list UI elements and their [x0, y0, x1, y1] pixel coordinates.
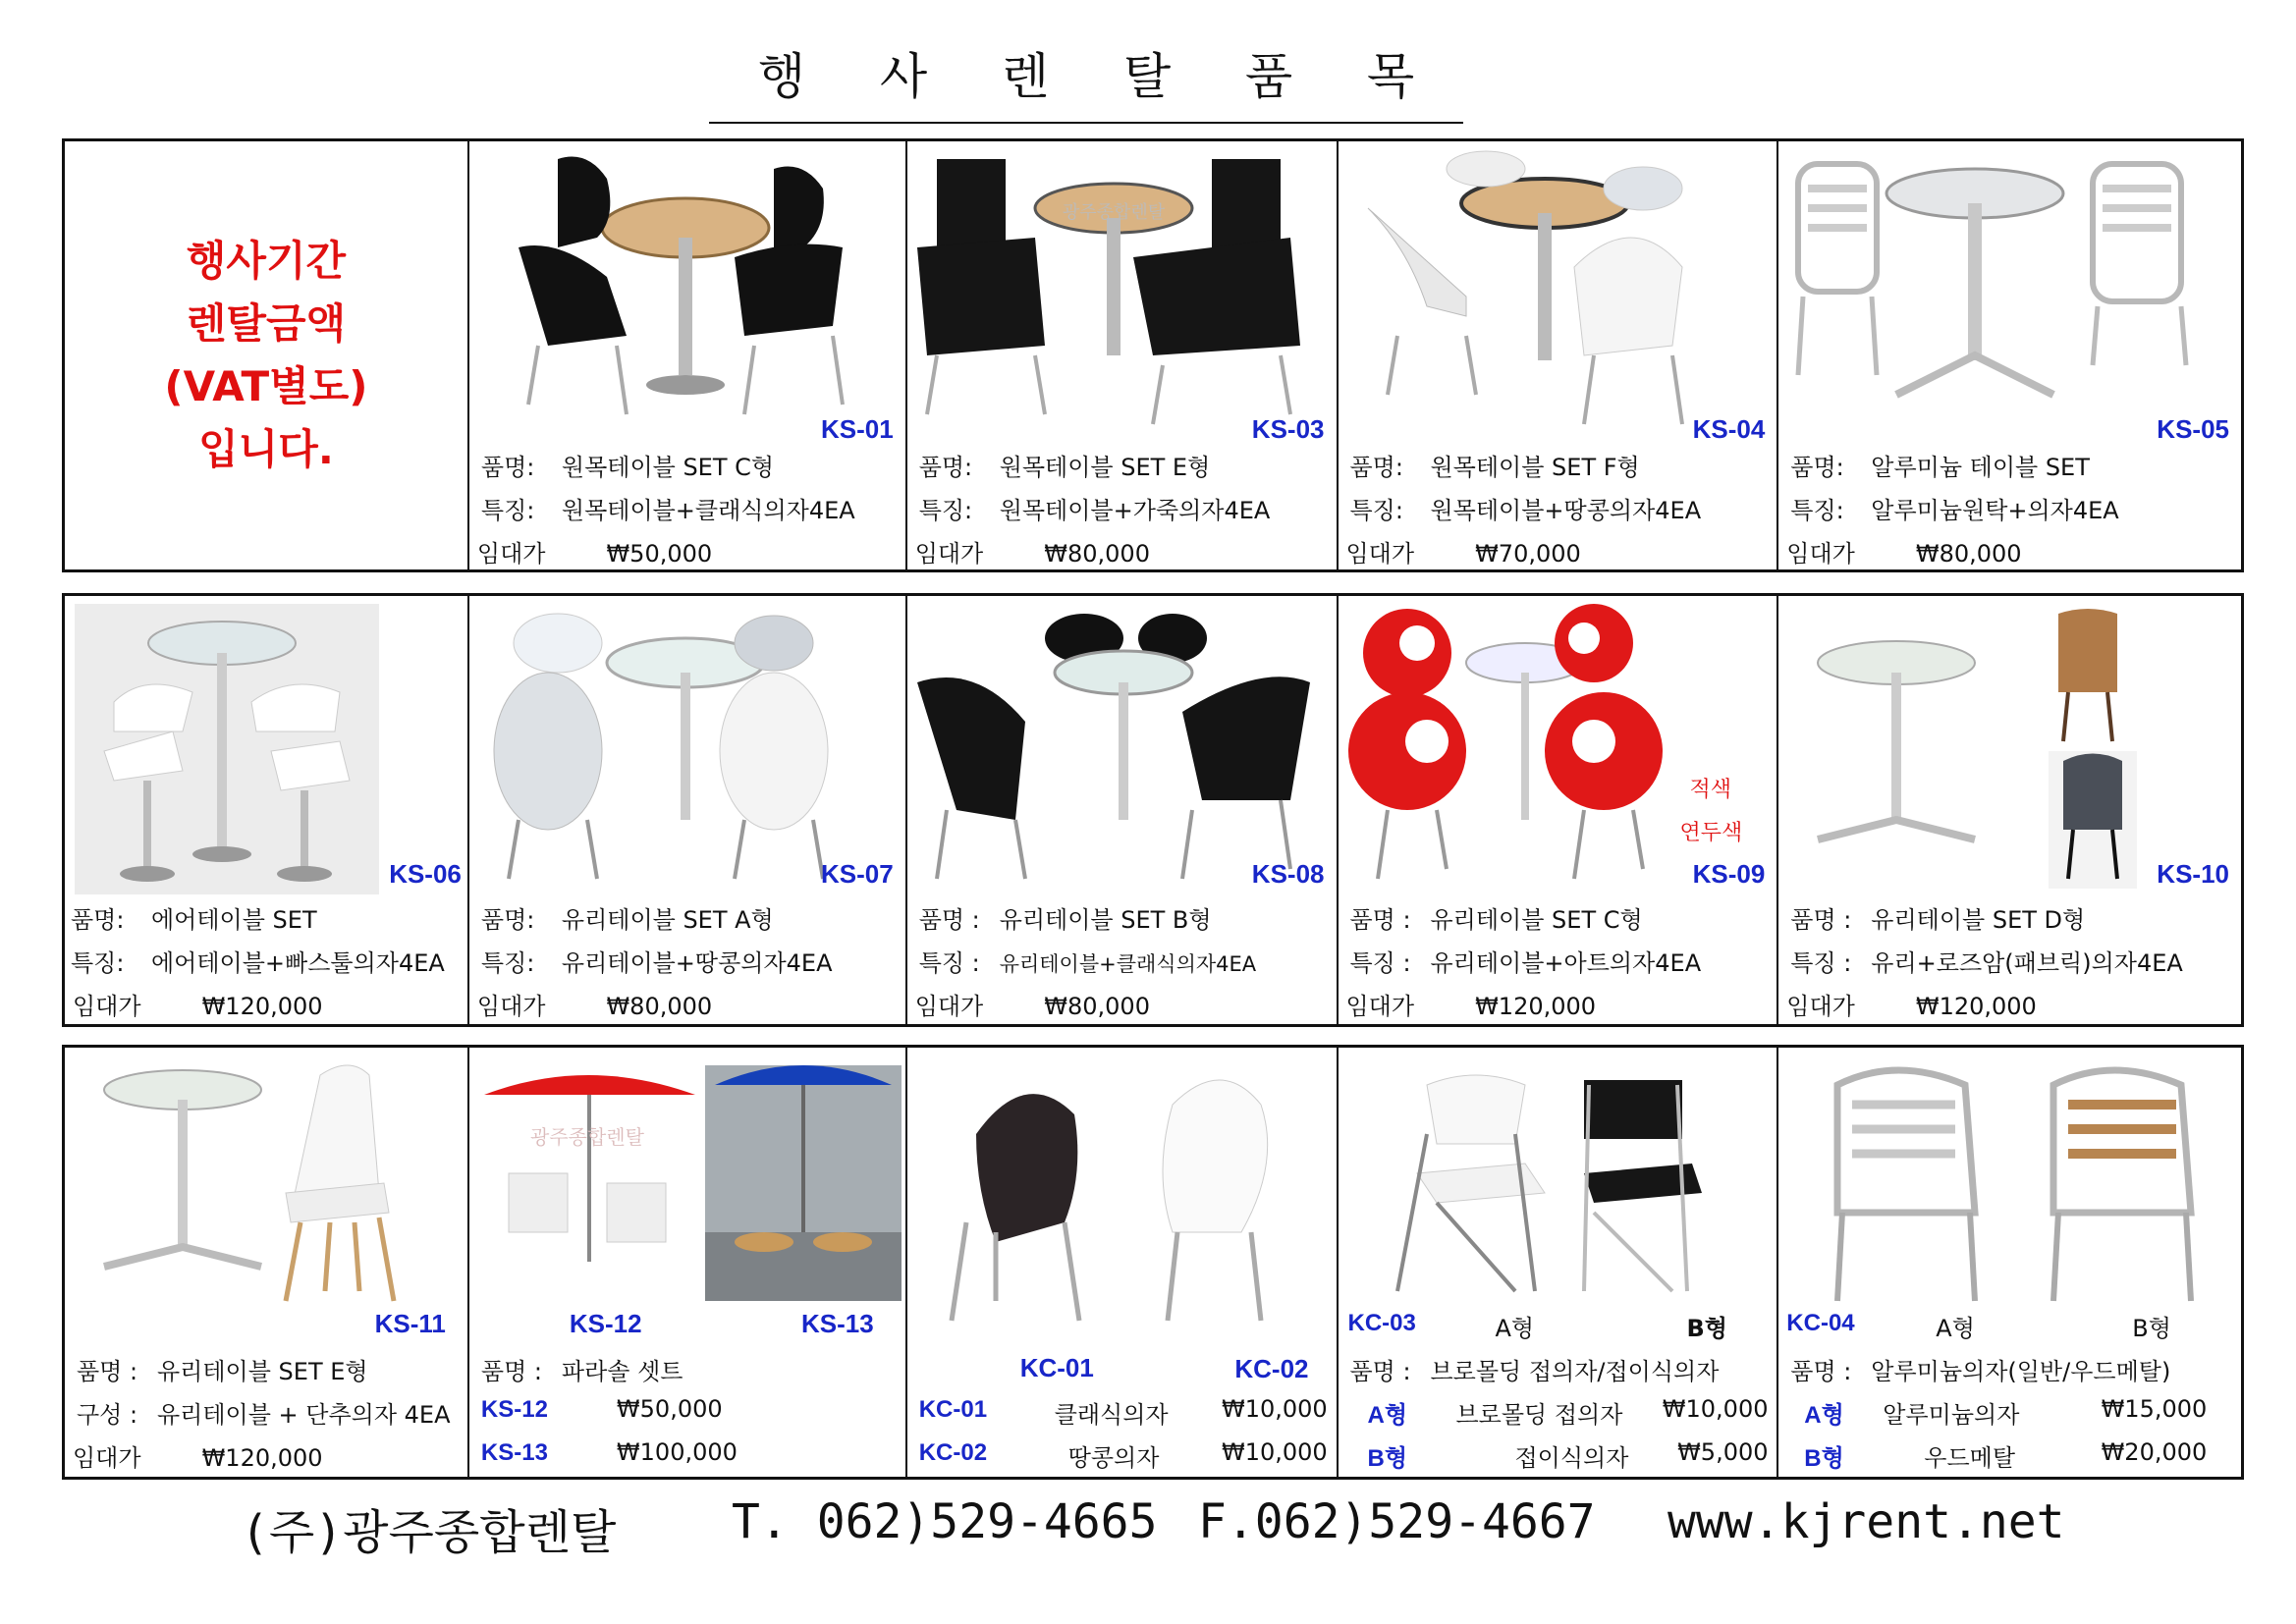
kc-03-type-header: KC-03 A형 B형 — [1347, 1310, 1727, 1342]
product-photo — [479, 149, 896, 444]
product-feature: 특징 : 유리테이블+아트의자4EA — [1349, 949, 1702, 977]
company-name: (주)광주종합렌탈 — [241, 1505, 617, 1560]
product-photo — [1348, 604, 1768, 898]
product-ks-08[interactable] — [905, 596, 1337, 1024]
product-compose: 구성 : 유리테이블 + 단추의자 4EA — [77, 1401, 451, 1429]
product-photo — [917, 604, 1327, 898]
rental-notice-cell — [65, 141, 467, 569]
svg-text:광주종합렌탈: 광주종합렌탈 — [529, 1125, 644, 1149]
product-ks-05[interactable] — [1777, 141, 2241, 569]
product-photo — [1788, 604, 2231, 898]
product-name: 품명: 원목테이블 SET E형 — [918, 454, 1211, 481]
product-feature: 특징: 유리테이블+땅콩의자4EA — [480, 949, 833, 977]
product-kc-01-02[interactable] — [905, 1048, 1337, 1477]
product-ks-06[interactable] — [65, 596, 467, 1024]
title-char: 렌 — [1001, 48, 1050, 105]
title-char: 탈 — [1122, 48, 1172, 105]
product-photo — [917, 149, 1327, 444]
product-photo — [479, 604, 896, 898]
product-name: 품명 : 유리테이블 SET B형 — [918, 906, 1212, 934]
product-code: KS-06 — [389, 859, 462, 889]
product-code-ks-12: KS-12 — [569, 1309, 642, 1338]
color-option-red: 적색 — [1689, 778, 1732, 802]
product-photo — [479, 1056, 896, 1301]
product-ks-04[interactable] — [1337, 141, 1777, 569]
product-feature: 특징: 에어테이블+빠스툴의자4EA — [71, 949, 445, 977]
price-kc-03-a: A형 브로몰딩 접의자 ₩10,000 — [1367, 1395, 1769, 1429]
product-feature: 특징 : 유리+로즈암(패브릭)의자4EA — [1790, 949, 2183, 977]
product-photo — [1348, 1056, 1768, 1350]
rental-notice: 행사기간 렌탈금액 (VAT별도) 입니다. — [164, 237, 368, 473]
product-code-ks-13: KS-13 — [800, 1309, 874, 1338]
product-ks-07[interactable] — [467, 596, 905, 1024]
product-code: KS-08 — [1251, 859, 1325, 889]
product-name: 품명 : 유리테이블 SET E형 — [77, 1358, 368, 1385]
product-photo — [75, 1056, 458, 1350]
product-price: 임대가 ₩120,000 — [73, 993, 323, 1020]
product-name: 품명 : 유리테이블 SET D형 — [1790, 906, 2086, 934]
product-ks-10[interactable] — [1777, 596, 2241, 1024]
price-kc-03-b: B형 접이식의자 ₩5,000 — [1367, 1438, 1769, 1472]
product-name: 품명: 알루미늄 테이블 SET — [1790, 454, 2090, 481]
product-name: 품명 : 브로몰딩 접의자/접이식의자 — [1349, 1358, 1720, 1385]
title-char: 품 — [1244, 48, 1293, 105]
product-code: KS-05 — [2157, 414, 2229, 444]
color-option-green: 연두색 — [1679, 821, 1743, 845]
product-ks-11[interactable] — [65, 1048, 467, 1477]
product-code: KS-09 — [1692, 859, 1766, 889]
product-kc-03[interactable] — [1337, 1048, 1777, 1477]
product-price: 임대가 ₩80,000 — [1786, 540, 2022, 568]
product-price: 임대가 ₩80,000 — [914, 540, 1150, 568]
telephone: T. 062)529-4665 — [732, 1494, 1158, 1549]
product-ks-09[interactable] — [1337, 596, 1777, 1024]
product-feature: 특징: 원목테이블+가죽의자4EA — [918, 497, 1271, 524]
product-code-kc-01: KC-01 — [1019, 1353, 1094, 1382]
product-ks-03[interactable] — [905, 141, 1337, 569]
title-char: 목 — [1366, 48, 1415, 105]
website-link[interactable]: www.kjrent.net — [1667, 1494, 2065, 1549]
svg-text:광주종합렌탈: 광주종합렌탈 — [1062, 202, 1165, 223]
product-kc-04[interactable] — [1777, 1048, 2241, 1477]
price-kc-01: KC-01 클래식의자 ₩10,000 — [918, 1395, 1328, 1429]
product-photo — [1788, 1056, 2231, 1350]
product-photo — [917, 1056, 1327, 1350]
price-kc-04-a: A형 알루미늄의자 ₩15,000 — [1804, 1395, 2208, 1429]
price-kc-02: KC-02 땅콩의자 ₩10,000 — [918, 1438, 1328, 1472]
product-code-kc-02: KC-02 — [1234, 1354, 1309, 1383]
product-feature: 특징: 원목테이블+땅콩의자4EA — [1349, 497, 1702, 524]
product-photo — [1348, 149, 1768, 444]
product-price: 임대가 ₩80,000 — [476, 993, 713, 1020]
product-ks-01[interactable] — [467, 141, 905, 569]
catalog-row-3 — [62, 1045, 2244, 1480]
product-price: 임대가 ₩120,000 — [1345, 993, 1597, 1020]
price-kc-04-b: B형 우드메탈 ₩20,000 — [1804, 1438, 2208, 1472]
product-name: 품명: 원목테이블 SET F형 — [1349, 454, 1640, 481]
title-char: 행 — [757, 48, 806, 105]
price-ks-12: KS-12 ₩50,000 — [480, 1395, 723, 1423]
catalog-row-1 — [62, 138, 2244, 572]
product-name: 품명 : 파라솔 셋트 — [480, 1358, 683, 1385]
product-photo — [1788, 149, 2231, 444]
product-feature: 특징 : 유리테이블+클래식의자4EA — [918, 949, 1257, 977]
product-photo — [75, 604, 379, 894]
product-name: 품명: 원목테이블 SET C형 — [480, 454, 775, 481]
product-name: 품명: 유리테이블 SET A형 — [480, 906, 774, 934]
price-ks-13: KS-13 ₩100,000 — [480, 1438, 738, 1466]
product-name: 품명: 에어테이블 SET — [71, 906, 317, 934]
product-name: 품명 : 유리테이블 SET C형 — [1349, 906, 1643, 934]
product-code: KS-11 — [374, 1309, 446, 1338]
product-price: 임대가 ₩70,000 — [1345, 540, 1581, 568]
product-price: 임대가 ₩50,000 — [476, 540, 713, 568]
product-name: 품명 : 알루미늄의자(일반/우드메탈) — [1790, 1358, 2171, 1385]
product-code: KS-03 — [1251, 414, 1325, 444]
product-price: 임대가 ₩120,000 — [1786, 993, 2037, 1020]
product-price: 임대가 ₩120,000 — [73, 1444, 323, 1472]
product-code: KS-04 — [1692, 414, 1766, 444]
fax: F.062)529-4667 — [1198, 1494, 1596, 1549]
title-char: 사 — [879, 48, 928, 105]
product-price: 임대가 ₩80,000 — [914, 993, 1150, 1020]
page-title — [709, 37, 1463, 124]
product-code: KS-01 — [820, 414, 894, 444]
kc-04-type-header: KC-04 A형 B형 — [1786, 1310, 2171, 1342]
product-feature: 특징: 알루미늄원탁+의자4EA — [1790, 497, 2119, 524]
product-code: KS-10 — [2157, 859, 2229, 889]
catalog-row-2 — [62, 593, 2244, 1027]
product-feature: 특징: 원목테이블+클래식의자4EA — [480, 497, 855, 524]
product-code: KS-07 — [820, 859, 894, 889]
product-ks-12-13[interactable] — [467, 1048, 905, 1477]
